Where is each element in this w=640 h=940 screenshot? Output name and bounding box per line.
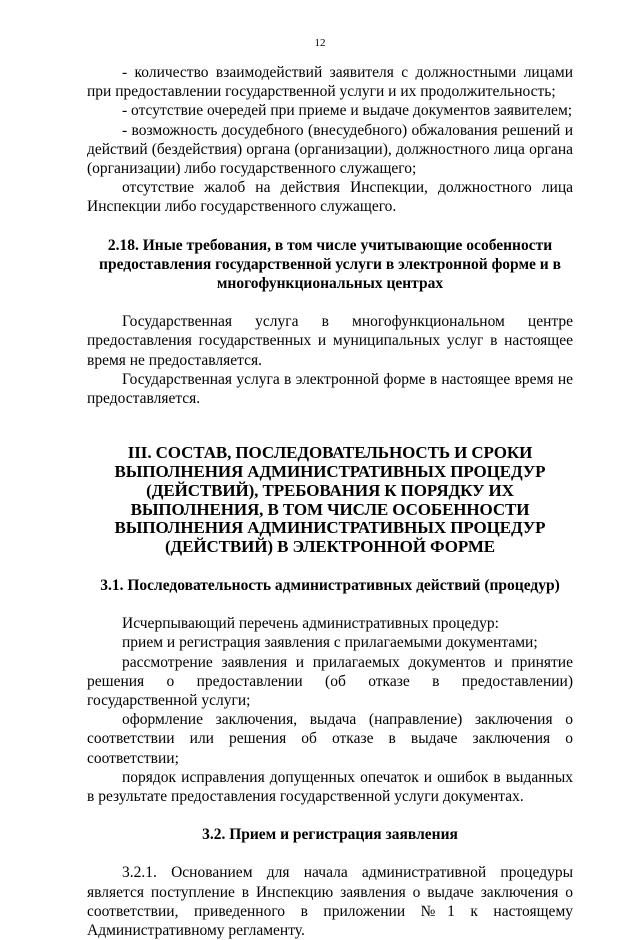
document-body bbox=[87, 63, 573, 940]
list-item: отсутствие жалоб на действия Инспекции, должностного лица Инспекции либо государственного служащего. bbox=[87, 179, 573, 216]
list-item: - возможность досудебного (внесудебного) обжалования решений и действий (бездействия) органа (организации), должностного лица органа (организации) либо государственного служащего; bbox=[87, 121, 573, 178]
section-heading-3-2: 3.2. Прием и регистрация заявления bbox=[202, 826, 458, 844]
list-item: прием и регистрация заявления с прилагаемыми документами; bbox=[122, 634, 538, 652]
paragraph: Государственная услуга в многофункциональном центре предоставления государственных и муниципальных услуг в настоящее время не предоставляется. bbox=[87, 313, 573, 369]
paragraph: Государственная услуга в электронной форме в настоящее время не предоставляется. bbox=[87, 370, 573, 408]
list-item: оформление заключения, выдача (направление) заключения о соответствии или решения об отказе в выдаче заключения о соответствии; bbox=[87, 711, 573, 767]
paragraph: 3.2.1. Основанием для начала административной процедуры является поступление в Инспекцию заявления о выдаче заключения о соответствии, приведенного в приложении №1 к настоящему Административному регламенту. bbox=[87, 864, 573, 940]
paragraph: Исчерпывающий перечень административных процедур: bbox=[122, 615, 499, 633]
section-heading-3-1: 3.1. Последовательность административных действий (процедур) bbox=[100, 577, 560, 595]
section-heading-2-18: 2.18. Иные требования, в том числе учитывающие особенности предоставления государственной услуги в электронной форме и в многофункциональных центрах bbox=[99, 236, 561, 293]
list-item: - отсутствие очередей при приеме и выдаче документов заявителем; bbox=[122, 102, 573, 120]
chapter-heading-3: III. СОСТАВ, ПОСЛЕДОВАТЕЛЬНОСТЬ И СРОКИ ВЫПОЛНЕНИЯ АДМИНИСТРАТИВНЫХ ПРОЦЕДУР (ДЕЙСТВИЙ), ТРЕБОВАНИЯ К ПОРЯДКУ ИХ ВЫПОЛНЕНИЯ, В ТОМ ЧИСЛЕ ОСОБЕННОСТИ ВЫПОЛНЕНИЯ АДМИНИСТРАТИВНЫХ ПРОЦЕДУР (ДЕЙСТВИЙ) В ЭЛЕКТРОННОЙ ФОРМЕ bbox=[114, 443, 546, 557]
list-item: - количество взаимодействий заявителя с должностными лицами при предоставлении государственной услуги и их продолжительность; bbox=[87, 64, 573, 101]
list-item: рассмотрение заявления и прилагаемых документов и принятие решения о предоставлении (об отказе в предоставлении) государственной услуги; bbox=[87, 653, 573, 710]
list-item: порядок исправления допущенных опечаток и ошибок в выданных в результате предоставления государственной услуги документах. bbox=[87, 768, 573, 806]
page-number: 12 bbox=[314, 37, 326, 49]
